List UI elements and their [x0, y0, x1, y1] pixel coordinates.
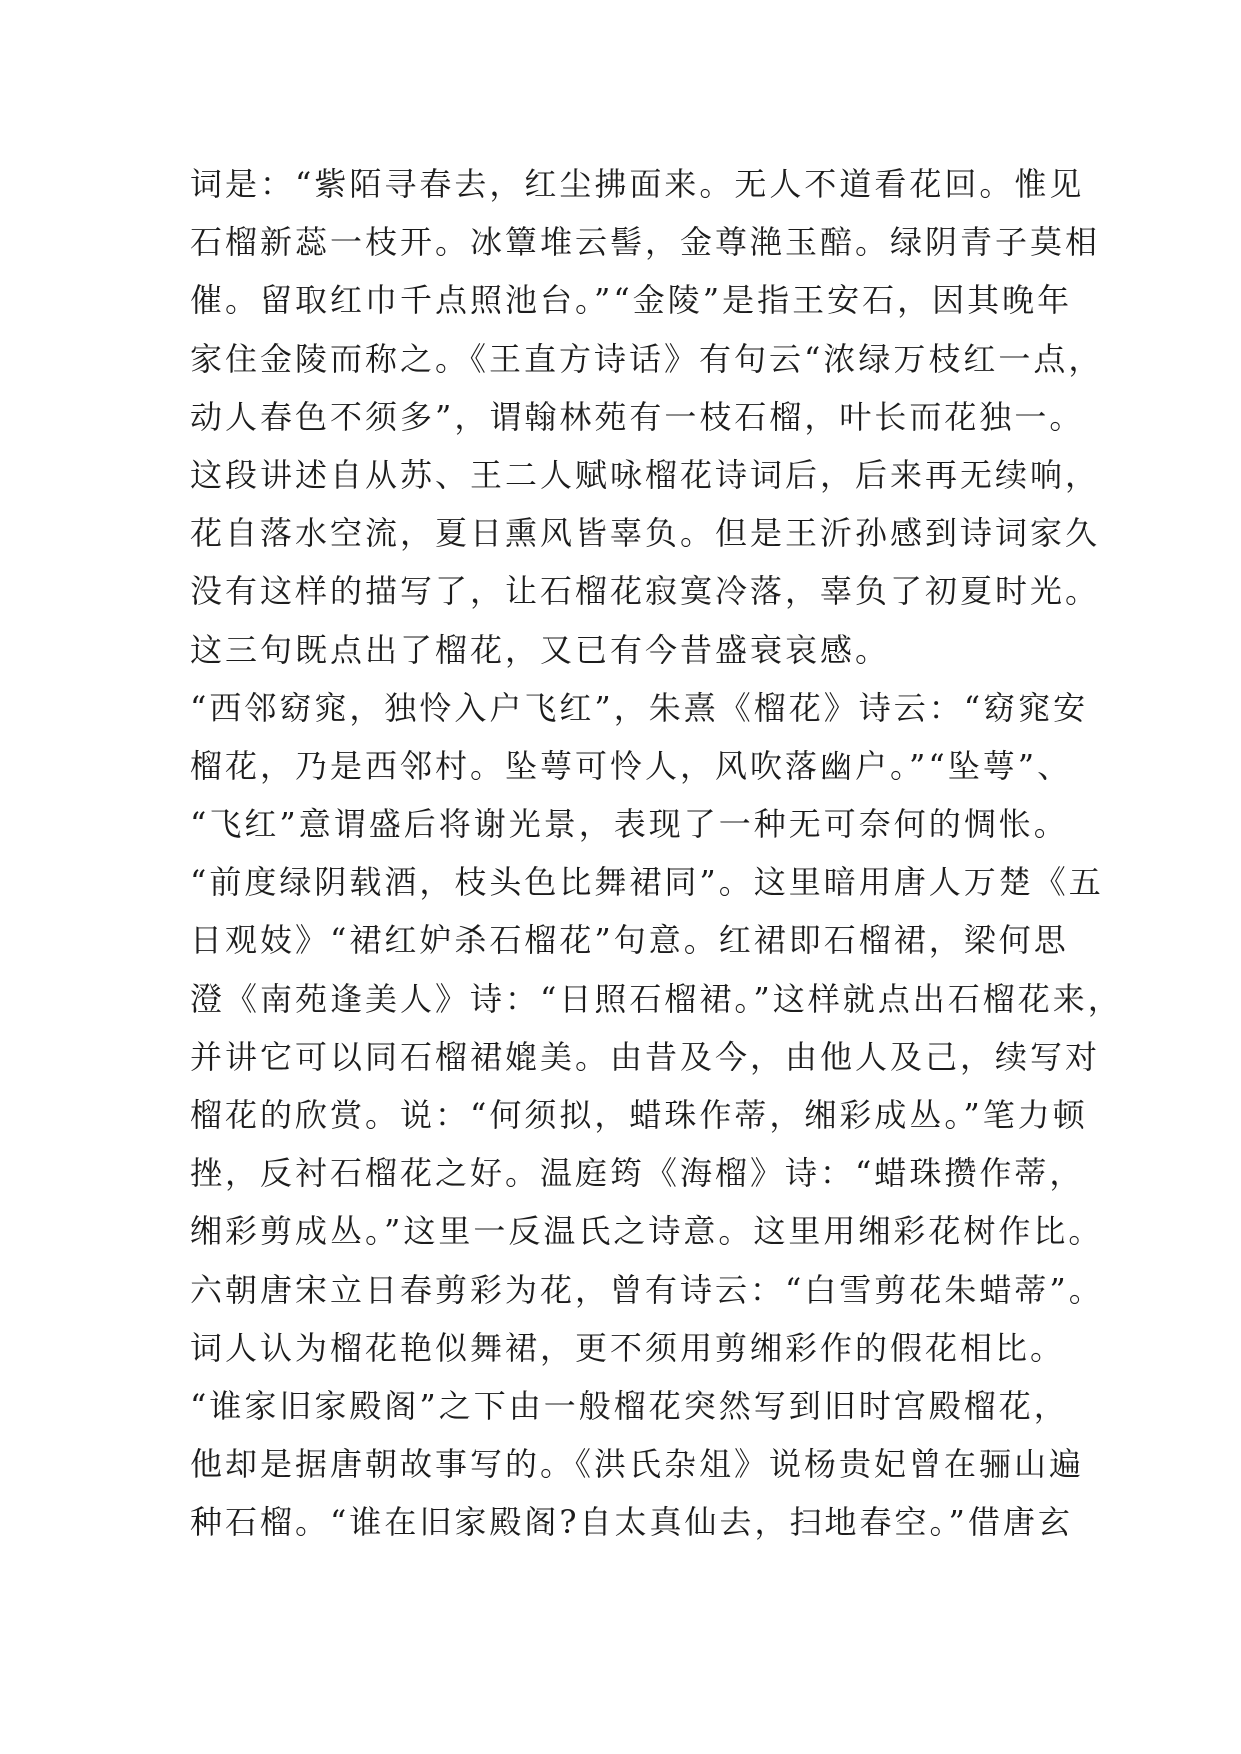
text-line: 六朝唐宋立日春剪彩为花，曾有诗云：“白雪剪花朱蜡蒂”。 — [190, 1270, 1104, 1309]
text-line: “西邻窈窕，独怜入户飞红”，朱熹《榴花》诗云：“窈窕安 — [190, 688, 1089, 727]
text-line: 家住金陵而称之。《王直方诗话》有句云“浓绿万枝红一点， — [190, 339, 1104, 378]
text-line: 这三句既点出了榴花，又已有今昔盛衰哀感。 — [190, 630, 891, 669]
text-line: 动人春色不须多”，谓翰林苑有一枝石榴，叶长而花独一。 — [190, 397, 1085, 436]
text-line: 榴花，乃是西邻村。坠萼可怜人，风吹落幽户。”“坠萼”、 — [190, 746, 1073, 785]
text-line: 他却是据唐朝故事写的。《洪氏杂俎》说杨贵妃曾在骊山遍 — [190, 1445, 1085, 1484]
text-line: “谁家旧家殿阁”之下由一般榴花突然写到旧时宫殿榴花， — [190, 1386, 1069, 1425]
text-line: 花自落水空流，夏日熏风皆辜负。但是王沂孙感到诗词家久 — [190, 514, 1101, 553]
text-line: 挫，反衬石榴花之好。温庭筠《海榴》诗：“蜡珠攒作蒂， — [190, 1154, 1085, 1193]
text-line: 词是：“紫陌寻春去，红尘拂面来。无人不道看花回。惟见 — [190, 165, 1085, 203]
text-line: 榴花的欣赏。说：“何须拟，蜡珠作蒂，缃彩成丛。”笔力顿 — [190, 1096, 1088, 1134]
text-line: 并讲它可以同石榴裙媲美。由昔及今，由他人及己，续写对 — [190, 1037, 1101, 1076]
text-line: 澄《南苑逢美人》诗：“日照石榴裙。”这样就点出石榴花来， — [190, 979, 1123, 1018]
text-line: “前度绿阴载酒，枝头色比舞裙同”。这里暗用唐人万楚《五 — [190, 863, 1104, 902]
text-line: 日观妓》“裙红妒杀石榴花”句意。红裙即石榴裙，梁何思 — [190, 921, 1069, 960]
text-line: 催。留取红巾千点照池台。”“金陵”是指王安石，因其晚年 — [190, 281, 1073, 320]
text-line: 没有这样的描写了，让石榴花寂寞冷落，辜负了初夏时光。 — [190, 572, 1101, 611]
text-line: 缃彩剪成丛。”这里一反温氏之诗意。这里用缃彩花树作比。 — [190, 1212, 1104, 1251]
text-line: 词人认为榴花艳似舞裙，更不须用剪缃彩作的假花相比。 — [190, 1328, 1066, 1367]
text-line: 石榴新蕊一枝开。冰簟堆云髻，金尊滟玉醅。绿阴青子莫相 — [190, 223, 1101, 262]
text-line: “飞红”意谓盛后将谢光景，表现了一种无可奈何的惆怅。 — [190, 805, 1069, 844]
body-text — [190, 155, 1123, 1552]
text-line: 种石榴。“谁在旧家殿阁?自太真仙去，扫地春空。”借唐玄 — [190, 1503, 1073, 1542]
text-line: 这段讲述自从苏、王二人赋咏榴花诗词后，后来再无续响， — [190, 455, 1101, 494]
